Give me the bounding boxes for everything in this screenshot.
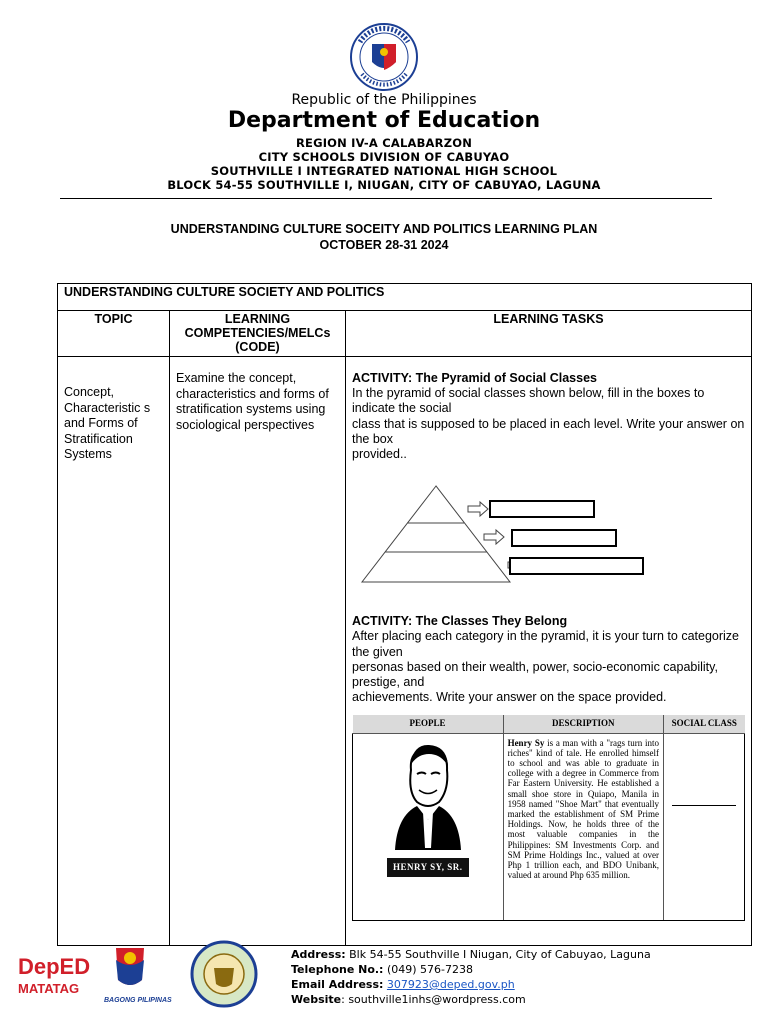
social-class-cell[interactable] bbox=[664, 733, 745, 920]
division-line: CITY SCHOOLS DIVISION OF CABUYAO bbox=[258, 150, 510, 164]
people-col-header: PEOPLE bbox=[353, 715, 504, 733]
person-cell bbox=[353, 733, 504, 920]
email-link[interactable]: 307923@deped.gov.ph bbox=[386, 978, 515, 991]
svg-text:DepED: DepED bbox=[18, 954, 91, 979]
pyramid-answer-box-middle[interactable] bbox=[512, 530, 616, 546]
description-col-header: DESCRIPTION bbox=[503, 715, 663, 733]
social-class-answer-line[interactable] bbox=[672, 804, 736, 806]
competencies-header: LEARNING COMPETENCIES/MELCs (CODE) bbox=[170, 311, 346, 357]
subject-heading: UNDERSTANDING CULTURE SOCIETY AND POLITICS bbox=[58, 284, 752, 311]
department-title: Department of Education bbox=[227, 108, 541, 133]
school-line: SOUTHVILLE I INTEGRATED NATIONAL HIGH SCHOOL bbox=[210, 164, 558, 178]
tasks-cell bbox=[346, 357, 752, 946]
social-class-pyramid bbox=[360, 484, 660, 586]
activity1-text2: class that is supposed to be placed in each level. Write your answer on the box bbox=[352, 416, 745, 446]
footer-website: Website: southville1inhs@wordpress.com bbox=[291, 993, 526, 1006]
plan-dates: OCTOBER 28-31 2024 bbox=[319, 238, 449, 252]
footer-logos bbox=[18, 940, 278, 1010]
footer-telephone: Telephone No.: (049) 576-7238 bbox=[291, 963, 474, 976]
region-line: REGION IV-A CALABARZON bbox=[295, 136, 473, 150]
activity2-title: ACTIVITY: The Classes They Belong bbox=[352, 614, 568, 629]
school-address-line: BLOCK 54-55 SOUTHVILLE I, NIUGAN, CITY OF CABUYAO, LAGUNA bbox=[167, 178, 601, 192]
footer-email: Email Address: 307923@deped.gov.ph bbox=[291, 978, 515, 991]
svg-text:MATATAG: MATATAG bbox=[18, 981, 80, 996]
social-class-col-header: SOCIAL CLASS bbox=[664, 715, 745, 733]
plan-title: UNDERSTANDING CULTURE SOCEITY AND POLITICS LEARNING PLAN bbox=[170, 222, 598, 236]
learning-plan-table bbox=[57, 283, 752, 946]
activity1-text: In the pyramid of social classes shown below, fill in the boxes to indicate the social bbox=[352, 386, 705, 416]
footer-address: Address: Blk 54-55 Southville I Niugan, City of Cabuyao, Laguna bbox=[291, 948, 651, 961]
pyramid-answer-box-top[interactable] bbox=[490, 501, 594, 517]
pyramid-answer-box-bottom[interactable] bbox=[510, 558, 643, 574]
topic-header: TOPIC bbox=[58, 311, 170, 357]
svg-text:BAGONG PILIPINAS: BAGONG PILIPINAS bbox=[104, 997, 172, 1004]
deped-seal-logo bbox=[346, 22, 422, 92]
topic-cell: Concept, Characteristic s and Forms of Stratification Systems bbox=[58, 357, 170, 946]
activity1-title: ACTIVITY: The Pyramid of Social Classes bbox=[352, 371, 597, 385]
henry-sy-portrait bbox=[393, 740, 463, 850]
activity1-text3: provided.. bbox=[352, 447, 407, 462]
bagong-pilipinas-logo bbox=[104, 948, 172, 1004]
description-cell: Henry Sy is a man with a "rags turn into riches" kind of tale. He enrolled himself to school and was able to graduate in college with a degree in Commerce from Far Eastern University. He established a small shoe store in Quiapo, Manila in 1958 named "Shoe Mart" that eventually marked the establishment of SM Prime Holdings. Now, he holds three of the most valuable companies in the Philippines: SM Investments Corp. and SM Prime Holdings Inc., valued at over Php 1 trillion each, and BDO Unibank, valued at around Php 635 million. bbox=[503, 733, 663, 920]
activity2-text3: achievements. Write your answer on the space provided. bbox=[352, 690, 667, 705]
competency-cell: Examine the concept, characteristics and forms of stratification systems using sociological perspectives bbox=[170, 357, 346, 946]
person-name-badge: HENRY SY, SR. bbox=[387, 858, 469, 877]
activity2-text2: personas based on their wealth, power, socio-economic capability, prestige, and bbox=[352, 659, 718, 690]
deped-matatag-logo bbox=[18, 954, 90, 996]
footer-contact bbox=[291, 947, 651, 1007]
school-seal-logo bbox=[192, 942, 256, 1006]
tasks-header: LEARNING TASKS bbox=[346, 311, 752, 357]
website-link[interactable]: : southville1inhs@wordpress.com bbox=[341, 993, 526, 1006]
people-table bbox=[352, 715, 745, 920]
activity2-text: After placing each category in the pyramid, it is your turn to categorize the given bbox=[352, 629, 739, 659]
republic-heading: Republic of the Philippines bbox=[291, 92, 477, 108]
header-divider bbox=[60, 198, 712, 199]
